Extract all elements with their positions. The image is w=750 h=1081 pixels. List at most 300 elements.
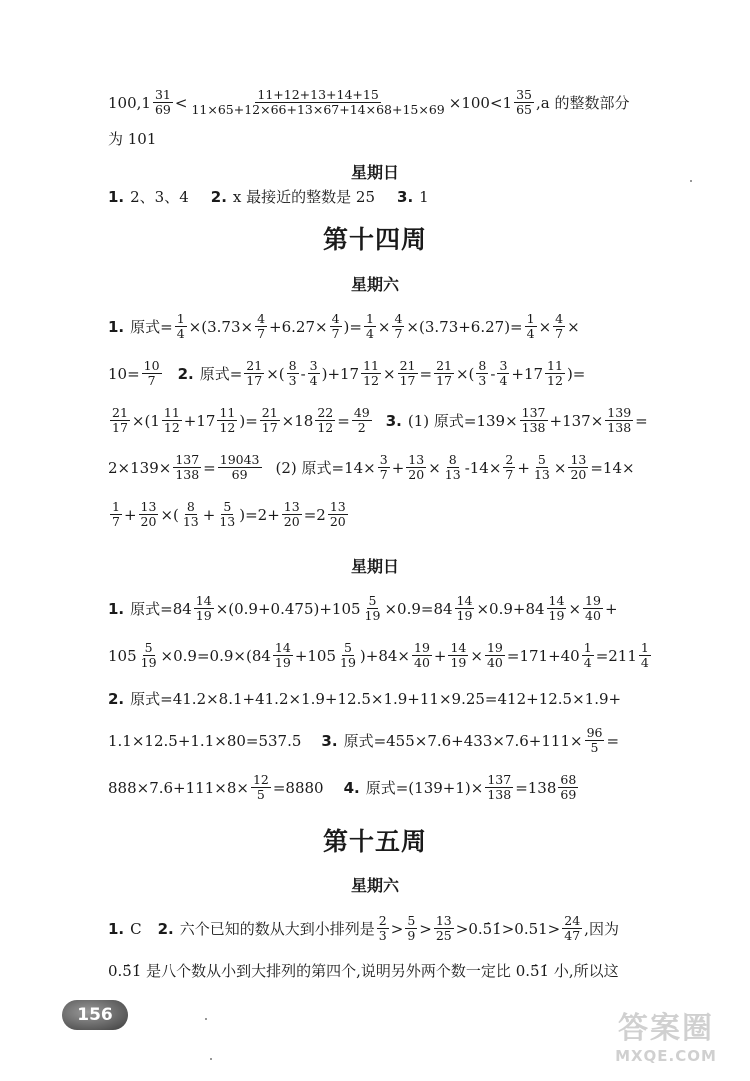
text: × [428,458,441,477]
fraction [363,594,383,623]
numerator: 3 [309,358,318,373]
text: + [123,505,137,524]
text: 10= [108,364,140,383]
watermark-logo [596,1003,736,1075]
numerator: 35 [516,87,532,102]
text: =14× [590,458,635,477]
week-heading-15: 第十五周 [322,827,427,856]
item-number: 2. [157,919,174,938]
fraction [260,406,280,435]
fraction [217,500,237,529]
denominator: 19 [456,608,473,623]
numerator: 3 [499,358,508,373]
fraction [173,453,201,482]
answer-line [108,914,688,943]
denominator: 12 [163,420,180,435]
text: +6.27× [269,317,328,336]
fraction [497,359,509,388]
fraction [514,88,534,117]
denominator: 19 [340,655,356,670]
text: +105 [294,646,337,665]
numerator: 12 [252,772,269,787]
text: 888×7.6+111×8× [108,778,249,797]
item-number: 3. [385,411,402,430]
numerator: 5 [368,593,377,608]
numerator: 3 [379,452,388,467]
text: × [568,599,582,618]
denominator: 7 [147,373,156,388]
answer-line [108,641,688,670]
fraction [378,453,390,482]
fraction [525,312,537,341]
fraction [244,359,264,388]
numerator: 14 [274,640,291,655]
fraction [585,726,605,755]
watermark-text: 答案圈 [618,1011,714,1046]
text: +137× [549,411,604,430]
item-text: 2、3、4 [130,188,189,206]
denominator: 7 [112,514,120,529]
fraction [377,914,389,943]
fraction [583,594,603,623]
denominator: 4 [176,326,185,341]
item-text: x 最接近的整数是 25 [232,188,376,206]
denominator: 17 [261,420,278,435]
text: +17 [511,364,544,383]
section-heading-saturday: 星期六 [350,876,399,895]
text: ×(0.9+0.475)+105 [215,599,361,618]
numerator: 10 [143,358,160,373]
text: + [433,646,447,665]
fraction [162,406,182,435]
item-number: 1. [108,188,125,206]
denominator: 20 [140,514,157,529]
text: =211 [595,646,637,665]
text: × [383,364,396,383]
denominator: 17 [399,373,416,388]
text: ×0.9+84 [476,599,545,618]
denominator: 3 [478,373,487,388]
fraction [110,500,122,529]
text: 1.1×12.5+1.1×80=537.5 [108,731,302,750]
section-heading-saturday: 星期六 [350,275,399,294]
text: × [567,317,580,336]
text: )= [239,411,258,430]
text: 六个已知的数从大到小排列是 [179,919,375,938]
fraction [255,312,267,341]
numerator: 11 [363,358,380,373]
text: ×( [160,505,179,524]
text: +17 [183,411,216,430]
fraction [330,312,342,341]
denominator: 7 [379,467,388,482]
numerator: 2 [505,452,514,467]
item-number: 4. [343,778,360,797]
text: 原式=455×7.6+433×7.6+111× [343,731,583,750]
text: )=2+ [239,505,280,524]
denominator: 40 [585,608,601,623]
denominator: 69 [560,787,577,802]
denominator: 11×65+12×66+13×67+14×68+15×69 [191,102,445,117]
denominator: 19 [548,608,565,623]
answer-line [108,359,688,388]
fraction [282,500,302,529]
sunday-answers [108,186,688,208]
item-number: 3. [397,188,414,206]
denominator: 40 [414,655,430,670]
fraction [392,312,404,341]
numerator: 21 [261,405,278,420]
fraction [455,594,475,623]
fraction [153,88,173,117]
fraction [545,359,565,388]
numerator: 49 [353,405,370,420]
fraction [485,641,505,670]
numerator: 5 [537,452,546,467]
denominator: 12 [317,420,334,435]
text: ×(1 [131,411,160,430]
denominator: 20 [570,467,587,482]
numerator: 5 [343,640,352,655]
fraction [315,406,335,435]
fraction [364,312,376,341]
answer-line [108,594,688,623]
fraction [139,641,159,670]
section-heading-sunday: 星期日 [350,557,399,576]
fraction [110,406,130,435]
denominator: 47 [564,928,581,943]
numerator: 13 [283,499,300,514]
denominator: 7 [331,326,340,341]
numerator: 96 [586,725,603,740]
fraction [476,359,488,388]
denominator: 7 [555,326,564,341]
numerator: 11 [163,405,180,420]
text: =2 [303,505,326,524]
numerator: 21 [436,358,452,373]
text: ×(3.73+6.27)= [406,317,523,336]
answer-line [108,500,688,529]
fraction [273,641,293,670]
text: - [490,364,496,383]
text: 原式= [199,364,243,383]
fraction [217,406,237,435]
text: ,a 的整数部分 [535,93,630,112]
answer-line [108,453,688,482]
denominator: 19 [450,655,467,670]
text: >0.5̇1̇>0.51> [455,919,561,938]
text: 为 101 [108,130,157,148]
fraction [142,359,162,388]
item-number: 3. [321,731,338,750]
numerator: 4 [555,311,564,326]
scan-speck [210,1058,212,1060]
fraction [553,312,565,341]
item-number: 1. [108,919,125,938]
fraction [485,773,513,802]
denominator: 7 [257,326,266,341]
text: 原式=41.2×8.1+41.2×1.9+12.5×1.9+11×9.25=412+12.5×1.9+ [130,690,622,708]
denominator: 4 [499,373,508,388]
answer-line [108,688,688,710]
big-fraction [189,88,446,117]
denominator: 13 [533,467,550,482]
denominator: 138 [607,420,632,435]
text: = [606,731,620,750]
numerator: 13 [140,499,157,514]
item-number: 2. [177,364,194,383]
denominator: 25 [435,928,452,943]
fraction [434,359,454,388]
fraction [568,453,588,482]
numerator: 137 [521,405,546,420]
fraction [338,641,358,670]
denominator: 5 [590,740,599,755]
text: 原式= [130,317,173,336]
denominator: 13 [219,514,236,529]
text: )= [343,317,362,336]
numerator: 31 [154,87,171,102]
text: = [419,364,433,383]
answer-line [108,960,688,982]
text: C [130,919,142,938]
numerator: 1 [176,311,185,326]
denominator: 13 [444,467,461,482]
denominator: 7 [505,467,514,482]
fraction [181,500,201,529]
numerator: 22 [317,405,334,420]
denominator: 13 [182,514,199,529]
text: > [390,919,404,938]
fraction [194,594,214,623]
numerator: 68 [560,772,577,787]
fraction [448,641,468,670]
text: ×18 [281,411,314,430]
numerator: 13 [408,452,425,467]
numerator: 4 [257,311,266,326]
denominator: 4 [365,326,374,341]
numerator: 4 [394,311,403,326]
fraction [352,406,372,435]
denominator: 2 [357,420,366,435]
section-heading-sunday: 星期日 [350,163,399,182]
denominator: 19 [140,655,157,670]
denominator: 20 [329,514,346,529]
denominator: 4 [526,326,535,341]
numerator: 5 [223,499,232,514]
numerator: 14 [450,640,467,655]
numerator: 8 [186,499,195,514]
numerator: 21 [399,358,416,373]
text: 105 [108,646,137,665]
numerator: 13 [570,452,587,467]
denominator: 9 [407,928,416,943]
fraction [520,406,548,435]
denominator: 40 [486,655,503,670]
denominator: 69 [154,102,171,117]
text: (1) 原式=139× [407,411,518,430]
text: ×( [455,364,475,383]
fraction [218,453,262,482]
text: = [337,411,350,430]
fraction [139,500,159,529]
text: 2×139× [108,458,172,477]
denominator: 4 [583,655,592,670]
numerator: 13 [435,913,452,928]
numerator: 8 [288,358,297,373]
fraction [405,914,417,943]
fraction [443,453,463,482]
fraction [503,453,515,482]
scan-speck [690,180,692,182]
fraction [547,594,567,623]
answer-line [108,312,688,341]
text: - [300,364,306,383]
text: =171+40 [506,646,580,665]
fraction [308,359,320,388]
text: )+84× [359,646,410,665]
text: ×( [266,364,285,383]
text: )= [566,364,586,383]
denominator: 20 [408,467,425,482]
denominator: 138 [521,420,546,435]
numerator: 8 [478,358,487,373]
scan-speck [205,1018,207,1020]
denominator: 19 [274,655,291,670]
text: =8880 [272,778,324,797]
numerator: 137 [487,772,512,787]
denominator: 17 [436,373,452,388]
numerator: 5 [144,640,153,655]
numerator: 139 [607,405,632,420]
item-number: 2. [210,188,227,206]
fraction [406,453,426,482]
denominator: 65 [516,102,532,117]
numerator: 11+12+13+14+15 [257,87,379,102]
text: × [538,317,552,336]
numerator: 137 [175,452,200,467]
answer-line [108,406,688,435]
numerator: 14 [195,593,212,608]
denominator: 4 [640,655,649,670]
item-number: 1. [108,317,125,336]
numerator: 19043 [219,452,260,467]
denominator: 19 [195,608,212,623]
text: )+17 [321,364,360,383]
text: 原式=(139+1)× [365,778,484,797]
answer-line [108,773,688,802]
denominator: 19 [364,608,381,623]
denominator: 12 [547,373,563,388]
fraction [328,500,348,529]
fraction [398,359,418,388]
denominator: 7 [394,326,403,341]
answer-line [108,726,688,755]
text: =138 [515,778,557,797]
fraction [558,773,578,802]
item-number: 1. [108,599,125,618]
numerator: 19 [585,593,601,608]
text: 原式=84 [130,599,192,618]
text: = [635,411,648,430]
item-text: 1 [419,188,429,206]
fraction [434,914,454,943]
fraction [361,359,381,388]
fraction [582,641,594,670]
text: + [391,458,405,477]
numerator: 19 [486,640,503,655]
text: + [604,599,618,618]
denominator: 12 [363,373,380,388]
fraction [412,641,432,670]
text: 100,1 [108,93,151,112]
denominator: 3 [378,928,387,943]
answer-line-2 [108,128,688,150]
week-heading-14: 第十四周 [322,225,427,254]
text: = [203,458,216,477]
text: ×(3.73× [188,317,254,336]
numerator: 2 [378,913,387,928]
numerator: 21 [246,358,263,373]
item-number: 2. [108,690,125,708]
numerator: 14 [456,593,473,608]
numerator: 1 [583,640,592,655]
text: ×100<1 [448,93,513,112]
fraction [251,773,271,802]
text: ×0.9=0.9×(84 [160,646,271,665]
denominator: 3 [288,373,297,388]
text: + [202,505,216,524]
text: × [553,458,567,477]
numerator: 14 [548,593,565,608]
numerator: 1 [365,311,374,326]
text: × [470,646,483,665]
numerator: 11 [547,358,563,373]
numerator: 1 [526,311,535,326]
numerator: 8 [448,452,457,467]
denominator: 4 [309,373,318,388]
fraction [287,359,299,388]
numerator: 11 [219,405,236,420]
numerator: 4 [331,311,340,326]
text: -14× [464,458,502,477]
text: > [419,919,432,938]
fraction [175,312,187,341]
numerator: 21 [112,405,128,420]
text: ×0.9=84 [384,599,453,618]
answer-line-1 [108,88,688,117]
denominator: 5 [256,787,265,802]
fraction [639,641,651,670]
denominator: 69 [231,467,248,482]
numerator: 1 [112,499,120,514]
watermark-url: MXQE.COM [615,1047,717,1065]
numerator: 1 [640,640,649,655]
denominator: 138 [175,467,200,482]
numerator: 13 [329,499,346,514]
page-number: 156 [62,1000,128,1030]
text: 0.5̇1̇ 是八个数从小到大排列的第四个,说明另外两个数一定比 0.5̇1̇ 小,所以这 [108,962,619,980]
denominator: 17 [112,420,128,435]
text: + [517,458,530,477]
text: (2) 原式=14× [275,458,376,477]
denominator: 138 [487,787,512,802]
text: < [174,93,188,112]
fraction [532,453,552,482]
numerator: 24 [564,913,581,928]
text: ,因为 [584,919,619,938]
fraction [562,914,582,943]
